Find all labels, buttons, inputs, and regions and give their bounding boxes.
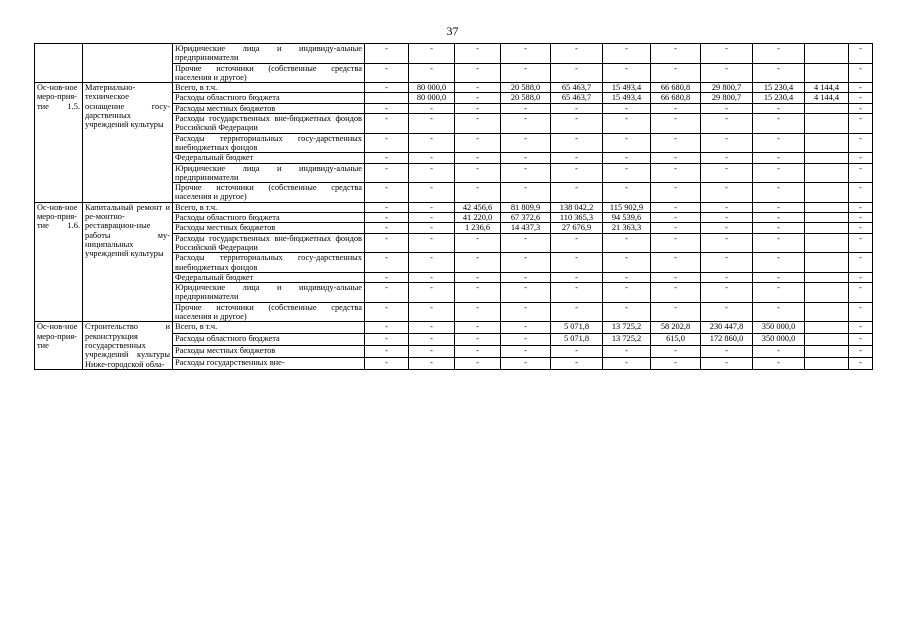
value-cell: 15 230,4 xyxy=(753,83,805,93)
measure-cell xyxy=(35,44,83,83)
value-cell: 65 463,7 xyxy=(551,93,603,103)
value-cell: - xyxy=(365,213,409,223)
value-cell: 15 493,4 xyxy=(603,93,651,103)
value-cell: 14 437,3 xyxy=(501,223,551,233)
value-cell: - xyxy=(701,163,753,183)
value-cell: 29 800,7 xyxy=(701,83,753,93)
value-cell: - xyxy=(409,357,455,369)
funding-source-cell: Расходы территориальных госу-дарственных внебюджетных фондов xyxy=(173,133,365,153)
funding-source-cell: Юридические лица и индивиду-альные предприниматели xyxy=(173,163,365,183)
value-cell: - xyxy=(501,44,551,64)
value-cell: - xyxy=(409,223,455,233)
value-cell xyxy=(805,103,849,113)
value-cell: - xyxy=(409,233,455,253)
value-cell: - xyxy=(455,334,501,346)
value-cell: 5 071,8 xyxy=(551,334,603,346)
value-cell: - xyxy=(849,163,873,183)
value-cell: - xyxy=(409,346,455,358)
funding-source-cell: Всего, в т.ч. xyxy=(173,202,365,212)
value-cell: - xyxy=(409,44,455,64)
value-cell: - xyxy=(701,63,753,83)
value-cell xyxy=(805,63,849,83)
value-cell: - xyxy=(651,223,701,233)
value-cell: - xyxy=(753,346,805,358)
value-cell xyxy=(805,163,849,183)
value-cell: - xyxy=(409,253,455,273)
value-cell: - xyxy=(409,183,455,203)
value-cell: - xyxy=(603,133,651,153)
value-cell xyxy=(805,302,849,322)
value-cell: - xyxy=(501,253,551,273)
value-cell: - xyxy=(753,114,805,134)
value-cell: - xyxy=(651,103,701,113)
value-cell: 20 588,0 xyxy=(501,83,551,93)
value-cell xyxy=(365,93,409,103)
value-cell: - xyxy=(501,283,551,303)
value-cell: - xyxy=(753,44,805,64)
value-cell: - xyxy=(603,44,651,64)
value-cell: - xyxy=(701,133,753,153)
value-cell: - xyxy=(501,133,551,153)
value-cell: - xyxy=(701,253,753,273)
value-cell: - xyxy=(701,223,753,233)
value-cell: - xyxy=(455,233,501,253)
value-cell: - xyxy=(551,103,603,113)
value-cell: - xyxy=(849,322,873,334)
value-cell: - xyxy=(603,103,651,113)
value-cell: - xyxy=(365,302,409,322)
value-cell: - xyxy=(409,153,455,163)
value-cell: 41 220,0 xyxy=(455,213,501,223)
value-cell: - xyxy=(551,44,603,64)
value-cell: - xyxy=(651,163,701,183)
value-cell: - xyxy=(651,233,701,253)
value-cell: - xyxy=(455,83,501,93)
value-cell xyxy=(805,346,849,358)
value-cell xyxy=(805,202,849,212)
value-cell: 172 860,0 xyxy=(701,334,753,346)
value-cell: - xyxy=(849,357,873,369)
value-cell: 80 000,0 xyxy=(409,83,455,93)
value-cell: - xyxy=(701,213,753,223)
value-cell: - xyxy=(651,346,701,358)
value-cell: - xyxy=(701,272,753,282)
value-cell: 110 365,3 xyxy=(551,213,603,223)
value-cell: 230 447,8 xyxy=(701,322,753,334)
value-cell: - xyxy=(409,334,455,346)
value-cell: - xyxy=(849,223,873,233)
value-cell: - xyxy=(849,202,873,212)
value-cell: - xyxy=(753,153,805,163)
value-cell: 1 236,6 xyxy=(455,223,501,233)
value-cell: - xyxy=(551,133,603,153)
value-cell: - xyxy=(501,63,551,83)
value-cell: - xyxy=(455,346,501,358)
value-cell: - xyxy=(651,357,701,369)
value-cell: - xyxy=(501,322,551,334)
value-cell: - xyxy=(753,283,805,303)
value-cell: - xyxy=(365,153,409,163)
value-cell: - xyxy=(849,233,873,253)
funding-source-cell: Прочие источники (собственные средства населения и другое) xyxy=(173,63,365,83)
value-cell: - xyxy=(455,322,501,334)
value-cell: 20 588,0 xyxy=(501,93,551,103)
value-cell: - xyxy=(849,93,873,103)
value-cell: 27 676,9 xyxy=(551,223,603,233)
value-cell: - xyxy=(455,93,501,103)
value-cell: - xyxy=(501,114,551,134)
value-cell: - xyxy=(365,63,409,83)
value-cell: - xyxy=(455,272,501,282)
value-cell: - xyxy=(409,103,455,113)
value-cell xyxy=(805,272,849,282)
value-cell: - xyxy=(409,133,455,153)
value-cell: - xyxy=(849,83,873,93)
value-cell: - xyxy=(603,272,651,282)
funding-source-cell: Прочие источники (собственные средства населения и другое) xyxy=(173,183,365,203)
value-cell: 66 680,8 xyxy=(651,83,701,93)
value-cell: 4 144,4 xyxy=(805,83,849,93)
value-cell: 66 680,8 xyxy=(651,93,701,103)
value-cell: - xyxy=(365,83,409,93)
value-cell: - xyxy=(651,202,701,212)
value-cell: - xyxy=(365,346,409,358)
table-row xyxy=(35,322,873,334)
funding-source-cell: Юридические лица и индивиду-альные предприниматели xyxy=(173,44,365,64)
value-cell: 58 202,8 xyxy=(651,322,701,334)
value-cell: - xyxy=(701,44,753,64)
value-cell: - xyxy=(753,163,805,183)
funding-source-cell: Расходы государственных вне- xyxy=(173,357,365,369)
value-cell: - xyxy=(753,133,805,153)
value-cell: - xyxy=(753,357,805,369)
value-cell: - xyxy=(365,44,409,64)
value-cell: - xyxy=(365,233,409,253)
value-cell: - xyxy=(455,183,501,203)
value-cell: 81 809,9 xyxy=(501,202,551,212)
funding-source-cell: Расходы территориальных госу-дарственных внебюджетных фондов xyxy=(173,253,365,273)
value-cell: 13 725,2 xyxy=(603,322,651,334)
value-cell: - xyxy=(365,283,409,303)
funding-source-cell: Расходы государственных вне-бюджетных фондов Российской Федерации xyxy=(173,233,365,253)
value-cell: - xyxy=(409,202,455,212)
value-cell xyxy=(805,183,849,203)
value-cell: - xyxy=(651,63,701,83)
value-cell: 29 800,7 xyxy=(701,93,753,103)
value-cell: 94 539,6 xyxy=(603,213,651,223)
value-cell: - xyxy=(753,223,805,233)
value-cell: - xyxy=(501,334,551,346)
value-cell: - xyxy=(455,253,501,273)
value-cell xyxy=(805,153,849,163)
value-cell: - xyxy=(551,63,603,83)
value-cell: 5 071,8 xyxy=(551,322,603,334)
value-cell: - xyxy=(603,253,651,273)
value-cell: - xyxy=(849,272,873,282)
value-cell: 115 902,9 xyxy=(603,202,651,212)
value-cell: - xyxy=(501,272,551,282)
funding-source-cell: Всего, в т.ч. xyxy=(173,322,365,334)
value-cell: - xyxy=(551,114,603,134)
funding-source-cell: Всего, в т.ч. xyxy=(173,83,365,93)
value-cell: - xyxy=(551,153,603,163)
value-cell: - xyxy=(701,283,753,303)
value-cell: - xyxy=(603,357,651,369)
value-cell: - xyxy=(365,133,409,153)
measure-name-cell xyxy=(83,44,173,83)
value-cell: 42 456,6 xyxy=(455,202,501,212)
measure-cell: Ос-нов-ное меро-прия-тие 1.6. xyxy=(35,202,83,322)
value-cell: - xyxy=(849,334,873,346)
table-row xyxy=(35,44,873,64)
value-cell: - xyxy=(849,44,873,64)
value-cell: - xyxy=(701,153,753,163)
value-cell: - xyxy=(551,346,603,358)
value-cell: - xyxy=(849,213,873,223)
value-cell: - xyxy=(501,163,551,183)
value-cell: - xyxy=(455,283,501,303)
value-cell: - xyxy=(701,202,753,212)
value-cell xyxy=(805,334,849,346)
value-cell: - xyxy=(551,272,603,282)
value-cell: - xyxy=(651,302,701,322)
value-cell: - xyxy=(455,153,501,163)
value-cell: - xyxy=(365,114,409,134)
value-cell: - xyxy=(365,322,409,334)
value-cell: - xyxy=(701,114,753,134)
value-cell: - xyxy=(603,302,651,322)
value-cell: - xyxy=(753,233,805,253)
value-cell: 15 230,4 xyxy=(753,93,805,103)
value-cell: - xyxy=(551,283,603,303)
value-cell: - xyxy=(849,63,873,83)
value-cell: - xyxy=(551,163,603,183)
measure-name-cell: Строительство и реконструкция государственных учреждений культуры Ниже-городской обла- xyxy=(83,322,173,369)
measure-cell: Ос-нов-ное меро-прия-тие xyxy=(35,322,83,369)
value-cell: - xyxy=(409,114,455,134)
value-cell: - xyxy=(365,357,409,369)
value-cell xyxy=(805,114,849,134)
value-cell: - xyxy=(551,302,603,322)
value-cell xyxy=(805,253,849,273)
funding-source-cell: Юридические лица и индивиду-альные предприниматели xyxy=(173,283,365,303)
value-cell: - xyxy=(651,183,701,203)
value-cell: - xyxy=(849,346,873,358)
value-cell: - xyxy=(455,103,501,113)
table-row xyxy=(35,83,873,93)
value-cell: - xyxy=(701,103,753,113)
value-cell: - xyxy=(849,103,873,113)
value-cell: - xyxy=(409,322,455,334)
value-cell: - xyxy=(501,302,551,322)
value-cell: - xyxy=(551,253,603,273)
value-cell: - xyxy=(849,302,873,322)
value-cell: - xyxy=(365,253,409,273)
table-row xyxy=(35,202,873,212)
value-cell: - xyxy=(651,44,701,64)
value-cell: - xyxy=(455,63,501,83)
value-cell: - xyxy=(753,302,805,322)
value-cell: - xyxy=(501,153,551,163)
value-cell: - xyxy=(409,272,455,282)
funding-source-cell: Прочие источники (собственные средства населения и другое) xyxy=(173,302,365,322)
value-cell: - xyxy=(501,183,551,203)
value-cell: - xyxy=(603,346,651,358)
value-cell: - xyxy=(651,213,701,223)
value-cell: - xyxy=(849,153,873,163)
value-cell: - xyxy=(651,283,701,303)
page-number: 37 xyxy=(446,24,459,38)
value-cell: - xyxy=(365,272,409,282)
value-cell: - xyxy=(365,202,409,212)
value-cell: - xyxy=(551,357,603,369)
value-cell: 138 042,2 xyxy=(551,202,603,212)
value-cell: - xyxy=(603,114,651,134)
value-cell: - xyxy=(455,302,501,322)
value-cell: 4 144,4 xyxy=(805,93,849,103)
value-cell xyxy=(805,357,849,369)
measure-name-cell: Капитальный ремонт и ре-монтно-реставрацион-ные работы му-ниципальных учреждений культуры xyxy=(83,202,173,322)
value-cell: - xyxy=(701,357,753,369)
value-cell: 13 725,2 xyxy=(603,334,651,346)
value-cell: - xyxy=(651,272,701,282)
value-cell: 80 000,0 xyxy=(409,93,455,103)
value-cell: - xyxy=(651,253,701,273)
value-cell: - xyxy=(849,114,873,134)
value-cell: - xyxy=(603,63,651,83)
measure-name-cell: Материально-техническое оснащение госу-дарственных учреждений культуры xyxy=(83,83,173,203)
value-cell: - xyxy=(455,44,501,64)
value-cell: - xyxy=(849,253,873,273)
value-cell: - xyxy=(849,133,873,153)
value-cell: 615,0 xyxy=(651,334,701,346)
value-cell: - xyxy=(455,114,501,134)
value-cell: - xyxy=(365,183,409,203)
value-cell xyxy=(805,233,849,253)
value-cell: - xyxy=(409,163,455,183)
value-cell: - xyxy=(753,272,805,282)
value-cell: - xyxy=(409,283,455,303)
value-cell: - xyxy=(365,334,409,346)
value-cell: - xyxy=(849,283,873,303)
value-cell: 65 463,7 xyxy=(551,83,603,93)
value-cell: 67 372,6 xyxy=(501,213,551,223)
value-cell: - xyxy=(501,346,551,358)
value-cell: - xyxy=(365,103,409,113)
value-cell: - xyxy=(551,233,603,253)
value-cell: - xyxy=(701,183,753,203)
value-cell: - xyxy=(365,163,409,183)
financing-table xyxy=(34,43,873,370)
value-cell: 350 000,0 xyxy=(753,322,805,334)
value-cell: - xyxy=(753,183,805,203)
value-cell: - xyxy=(501,103,551,113)
funding-source-cell: Федеральный бюджет xyxy=(173,153,365,163)
funding-source-cell: Расходы местных бюджетов xyxy=(173,346,365,358)
value-cell: - xyxy=(603,183,651,203)
value-cell xyxy=(805,213,849,223)
value-cell: - xyxy=(409,63,455,83)
value-cell xyxy=(805,283,849,303)
value-cell: 350 000,0 xyxy=(753,334,805,346)
value-cell: - xyxy=(753,202,805,212)
value-cell: - xyxy=(651,133,701,153)
value-cell: - xyxy=(651,114,701,134)
value-cell xyxy=(805,223,849,233)
value-cell: - xyxy=(455,163,501,183)
value-cell: - xyxy=(701,233,753,253)
value-cell xyxy=(805,133,849,153)
value-cell: - xyxy=(501,233,551,253)
value-cell: - xyxy=(455,357,501,369)
value-cell: - xyxy=(753,103,805,113)
value-cell xyxy=(805,322,849,334)
funding-source-cell: Расходы областного бюджета xyxy=(173,334,365,346)
value-cell: - xyxy=(551,183,603,203)
value-cell: - xyxy=(651,153,701,163)
value-cell: 15 493,4 xyxy=(603,83,651,93)
funding-source-cell: Расходы государственных вне-бюджетных фондов Российской Федерации xyxy=(173,114,365,134)
funding-source-cell: Расходы областного бюджета xyxy=(173,213,365,223)
value-cell: - xyxy=(501,357,551,369)
value-cell: - xyxy=(603,283,651,303)
funding-source-cell: Федеральный бюджет xyxy=(173,272,365,282)
value-cell xyxy=(805,44,849,64)
funding-source-cell: Расходы местных бюджетов xyxy=(173,223,365,233)
value-cell: - xyxy=(603,233,651,253)
value-cell: - xyxy=(753,63,805,83)
value-cell: - xyxy=(603,163,651,183)
value-cell: - xyxy=(753,213,805,223)
measure-cell: Ос-нов-ное меро-прия-тие 1.5. xyxy=(35,83,83,203)
value-cell: - xyxy=(365,223,409,233)
value-cell: - xyxy=(455,133,501,153)
financing-table-sheet xyxy=(34,43,872,370)
value-cell: - xyxy=(753,253,805,273)
value-cell: - xyxy=(701,346,753,358)
value-cell: 21 363,3 xyxy=(603,223,651,233)
value-cell: - xyxy=(409,213,455,223)
value-cell: - xyxy=(409,302,455,322)
funding-source-cell: Расходы местных бюджетов xyxy=(173,103,365,113)
value-cell: - xyxy=(701,302,753,322)
funding-source-cell: Расходы областного бюджета xyxy=(173,93,365,103)
value-cell: - xyxy=(603,153,651,163)
value-cell: - xyxy=(849,183,873,203)
